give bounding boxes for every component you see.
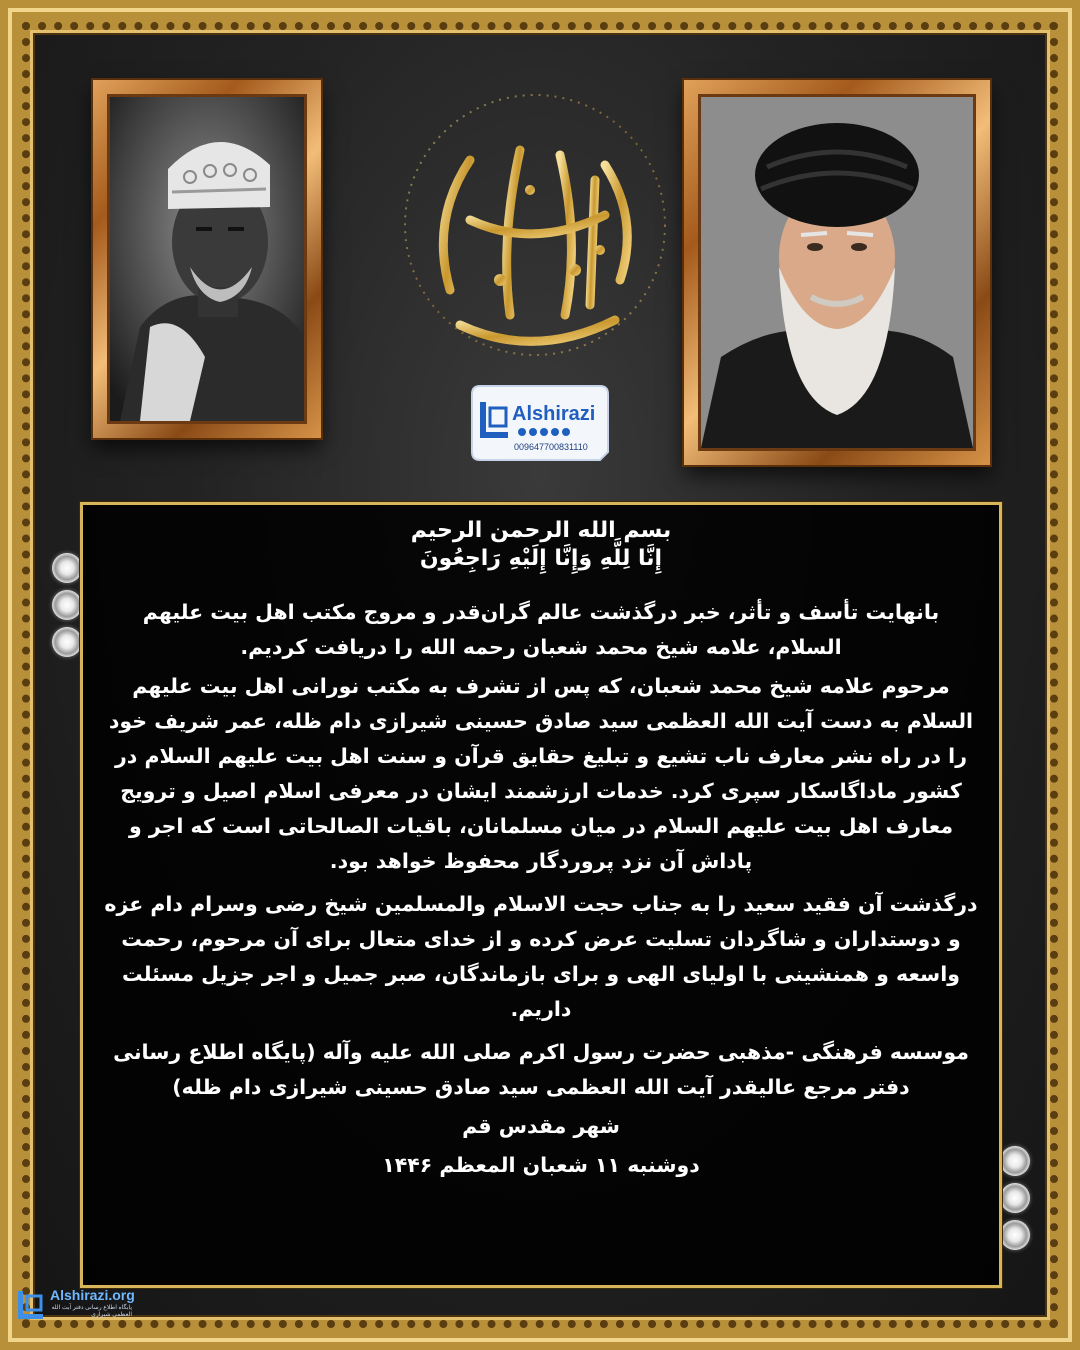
logo-phone: 009647700831110 — [514, 442, 588, 452]
paragraph-biography: مرحوم علامه شیخ محمد شعبان، که پس از تشرف به مکتب نورانی اهل بیت علیهم السلام به دست آیت الله العظمی سید صادق حسینی شیرازی دام ظله، عمر شریف خود را در راه نشر معارف ناب تشیع و تبلیغ حقایق قرآن و سنت اهل بیت علیهم السلام در کشور ماداگاسکار سپری کرد. خدمات ارزشمند ایشان در معرفی اسلام اصیل و ترویج معارف اهل بیت علیهم السلام در میان مسلمانان، باقیات الصالحاتی است که اجر و پاداش آن نزد پروردگار محفوظ خواهد بود. — [108, 674, 974, 873]
quran-verse: إِنَّا لِلَّهِ وَإِنَّا إِلَيْهِ رَاجِعُونَ — [419, 546, 663, 571]
portrait-frame-left — [93, 80, 321, 438]
flower-ornament-left-2 — [52, 590, 82, 620]
flower-ornament-left-3 — [52, 627, 82, 657]
site-url: Alshirazi.org — [50, 1287, 135, 1303]
portrait-photo-ayatollah — [701, 97, 973, 448]
site-subtitle: پایگاه اطلاع رسانی دفتر آیت الله العظمی شیرازی — [51, 1305, 132, 1318]
paragraph-condolence: درگذشت آن فقید سعید را به جناب حجت الاسلام والمسلمین شیخ رضی وسرام دام عزه و دوستداران و شاگردان تسلیت عرض کرده و از خدای متعال برای آن مرحوم، رحمت واسعه و همنشینی با اولیای الهی و برای بازماندگان، صبر جمیل و اجر جزیل مسئلت داریم. — [104, 892, 978, 1021]
signature-date: دوشنبه ۱۱ شعبان المعظم ۱۴۴۶ — [382, 1153, 700, 1177]
logo-name: Alshirazi — [512, 403, 596, 425]
alshirazi-logo — [470, 382, 610, 464]
flower-ornament-left-1 — [52, 553, 82, 583]
portrait-photo-sheikh — [110, 97, 304, 421]
message-panel — [80, 502, 1002, 1288]
signature-city: شهر مقدس قم — [462, 1114, 620, 1138]
flower-ornament-right-1 — [1000, 1146, 1030, 1176]
signature-institution: موسسه فرهنگی -مذهبی حضرت رسول اکرم صلی الله علیه وآله (پایگاه اطلاع رسانی دفتر مرجع عالیقدر آیت الله العظمی سید صادق حسینی شیرازی دام ظله) — [113, 1040, 969, 1099]
flower-ornament-right-2 — [1000, 1183, 1030, 1213]
site-logo — [16, 1285, 136, 1327]
calligraphy-medallion — [390, 80, 680, 370]
flower-ornament-right-3 — [1000, 1220, 1030, 1250]
site-logo-icon — [16, 1287, 46, 1323]
paragraph-announcement: بانهایت تأسف و تأثر، خبر درگذشت عالم گران‌قدر و مروج مکتب اهل بیت علیهم السلام، علامه شیخ محمد شعبان رحمه الله را دریافت کردیم. — [142, 600, 940, 659]
portrait-frame-right — [684, 80, 990, 465]
bismillah: بسم الله الرحمن الرحيم — [410, 518, 672, 543]
